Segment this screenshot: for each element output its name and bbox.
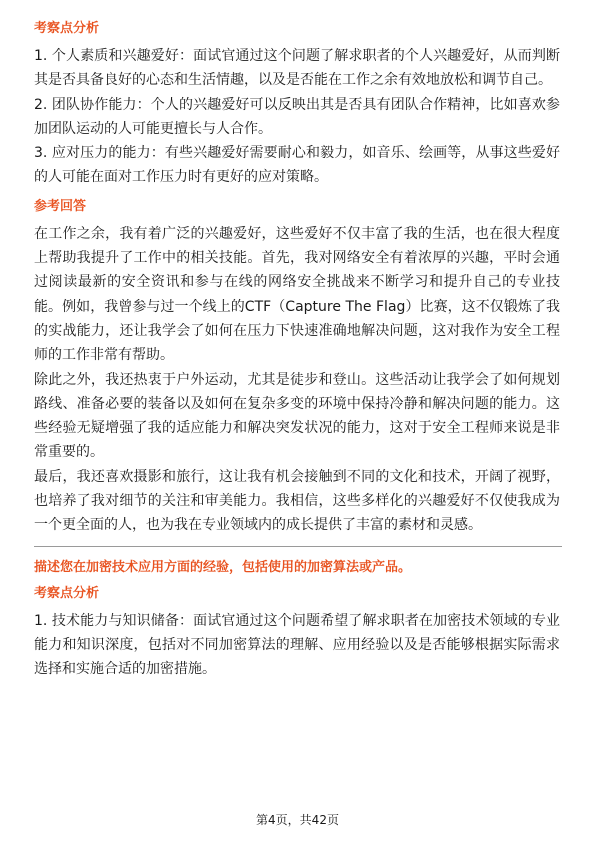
analysis-heading: 考察点分析: [34, 585, 100, 601]
section-divider: [34, 546, 562, 547]
answer-paragraph: 最后，我还喜欢摄影和旅行，这让我有机会接触到不同的文化和技术，开阔了视野，也培养了我对细节的关注和审美能力。我相信，这些多样化的兴趣爱好不仅使我成为一个更全面的人，也为我在专业领域内的成长提供了丰富的素材和灵感。: [34, 468, 560, 534]
answer-paragraph: 在工作之余，我有着广泛的兴趣爱好，这些爱好不仅丰富了我的生活，也在很大程度上帮助我提升了工作中的相关技能。首先，我对网络安全有着浓厚的兴趣，平时会通过阅读最新的安全资讯和参与在线的网络安全挑战来不断学习和提升自己的专业技能。例如，我曾参与过一个线上的CTF（Capture The Flag）比赛，这不仅锻炼了我的实战能力，还让我学会了如何在压力下快速准确地解决问题，这对我作为安全工程师的工作非常有帮助。: [34, 225, 560, 364]
analysis-point: 2. 团队协作能力：个人的兴趣爱好可以反映出其是否具有团队合作精神，比如喜欢参加团队运动的人可能更擅长与人合作。: [34, 96, 560, 137]
analysis-point: 1. 技术能力与知识储备：面试官通过这个问题希望了解求职者在加密技术领域的专业能力和知识深度，包括对不同加密算法的理解、应用经验以及是否能够根据实际需求选择和实施合适的加密措施。: [34, 612, 560, 678]
page-number: 第4页，共42页: [256, 813, 339, 827]
analysis-point: 1. 个人素质和兴趣爱好：面试官通过这个问题了解求职者的个人兴趣爱好，从而判断其是否具备良好的心态和生活情趣，以及是否能在工作之余有效地放松和调节自己。: [34, 48, 560, 89]
answer-heading: 参考回答: [34, 198, 87, 214]
interview-question: 描述您在加密技术应用方面的经验，包括使用的加密算法或产品。: [34, 559, 412, 575]
analysis-point: 3. 应对压力的能力：有些兴趣爱好需要耐心和毅力，如音乐、绘画等，从事这些爱好的人可能在面对工作压力时有更好的应对策略。: [34, 145, 560, 186]
answer-paragraph: 除此之外，我还热衷于户外运动，尤其是徒步和登山。这些活动让我学会了如何规划路线、准备必要的装备以及如何在复杂多变的环境中保持冷静和解决问题的能力。这些经验无疑增强了我的适应能力和解决突发状况的能力，这对于安全工程师来说是非常重要的。: [34, 371, 560, 461]
page-content: [34, 18, 560, 682]
analysis-heading: 考察点分析: [34, 21, 100, 36]
